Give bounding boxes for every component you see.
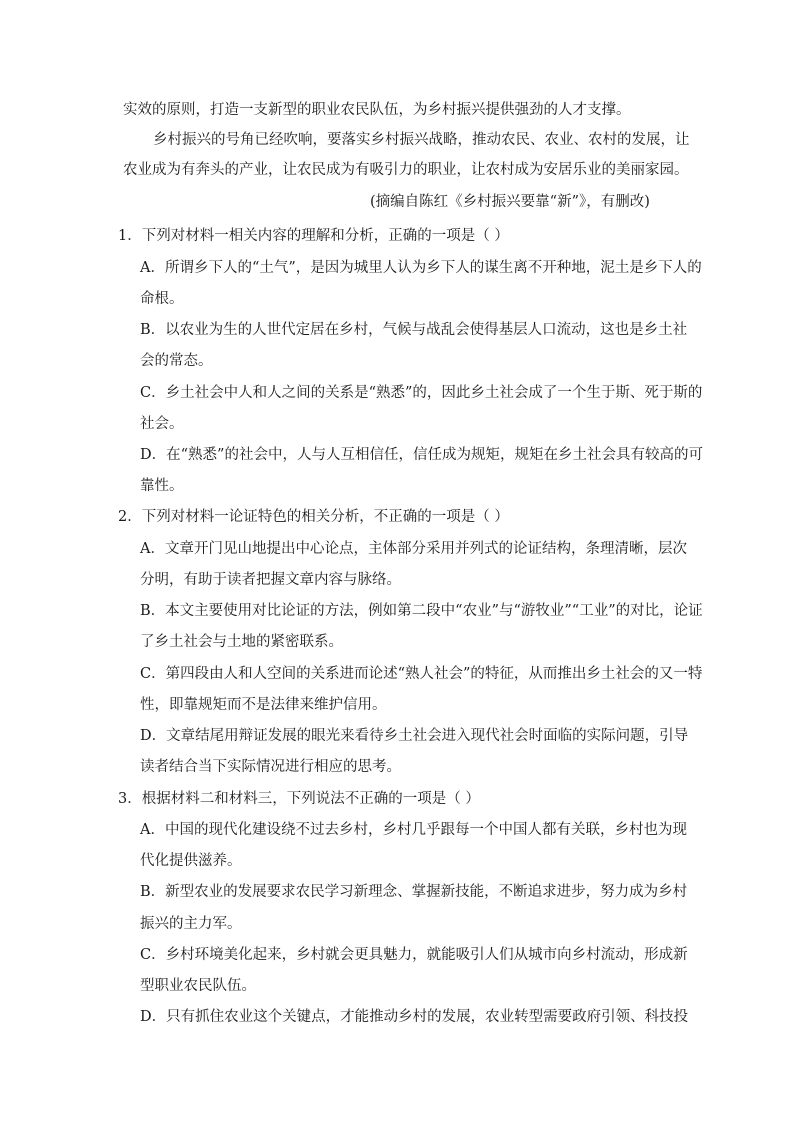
passage-paragraph-line: 乡村振兴的号角已经吹响，要落实乡村振兴战略，推动农民、农业、农村的发展，让 (153, 132, 690, 148)
option-line: 代化提供滋养。 (140, 853, 242, 869)
option-line: D．只有抓住农业这个关键点，才能推动乡村的发展，农业转型需要政府引领、科技投 (140, 1009, 689, 1025)
option-line: C．乡村环境美化起来，乡村就会更具魅力，就能吸引人们从城市向乡村流动，形成新 (140, 947, 688, 963)
option-line: 会的常态。 (140, 353, 213, 369)
option-line: 分明，有助于读者把握文章内容与脉络。 (140, 572, 401, 588)
option-line: B．以农业为生的人世代定居在乡村，气候与战乱会使得基层人口流动，这也是乡土社 (140, 322, 688, 338)
passage-source: (摘编自陈红《乡村振兴要靠“新”》，有删改) (370, 194, 650, 210)
passage-line: 实效的原则，打造一支新型的职业农民队伍，为乡村振兴提供强劲的人才支撑。 (123, 102, 631, 118)
question-stem: 3．根据材料二和材料三，下列说法不正确的一项是（ ） (118, 791, 480, 807)
option-line: 性，即靠规矩而不是法律来维护信用。 (140, 697, 387, 713)
option-line: 读者结合当下实际情况进行相应的思考。 (140, 759, 401, 775)
option-line: A．所谓乡下人的“土气”，是因为城里人认为乡下人的谋生离不开种地，泥土是乡下人的 (140, 260, 702, 276)
option-line: 靠性。 (140, 478, 184, 494)
option-line: B．新型农业的发展要求农民学习新理念、掌握新技能，不断追求进步，努力成为乡村 (140, 884, 688, 900)
option-line: 命根。 (140, 291, 184, 307)
option-line: A．中国的现代化建设绕不过去乡村，乡村几乎跟每一个中国人都有关联，乡村也为现 (140, 822, 687, 838)
option-line: C．乡土社会中人和人之间的关系是“熟悉”的，因此乡土社会成了一个生于斯、死于斯的 (140, 385, 703, 401)
question-stem: 1．下列对材料一相关内容的理解和分析，正确的一项是（ ） (118, 228, 509, 244)
passage-paragraph-line: 农业成为有奔头的产业，让农民成为有吸引力的职业，让农村成为安居乐业的美丽家园。 (123, 162, 689, 178)
option-line: C．第四段由人和人空间的关系进而论述“熟人社会”的特征，从而推出乡土社会的又一特 (140, 666, 703, 682)
option-line: D．在“熟悉”的社会中，人与人互相信任，信任成为规矩，规矩在乡土社会具有较高的可 (140, 447, 703, 463)
option-line: A．文章开门见山地提出中心论点，主体部分采用并列式的论证结构，条理清晰，层次 (140, 541, 687, 557)
option-line: D．文章结尾用辩证发展的眼光来看待乡土社会进入现代社会时面临的实际问题，引导 (140, 728, 689, 744)
option-line: 了乡土社会与土地的紧密联系。 (140, 634, 343, 650)
option-line: 社会。 (140, 416, 184, 432)
question-stem: 2．下列对材料一论证特色的相关分析，不正确的一项是（ ） (118, 509, 509, 525)
option-line: 振兴的主力军。 (140, 916, 242, 932)
option-line: B．本文主要使用对比论证的方法，例如第二段中“农业”与“游牧业”“工业”的对比，论证 (140, 603, 703, 619)
option-line: 型职业农民队伍。 (140, 978, 256, 994)
